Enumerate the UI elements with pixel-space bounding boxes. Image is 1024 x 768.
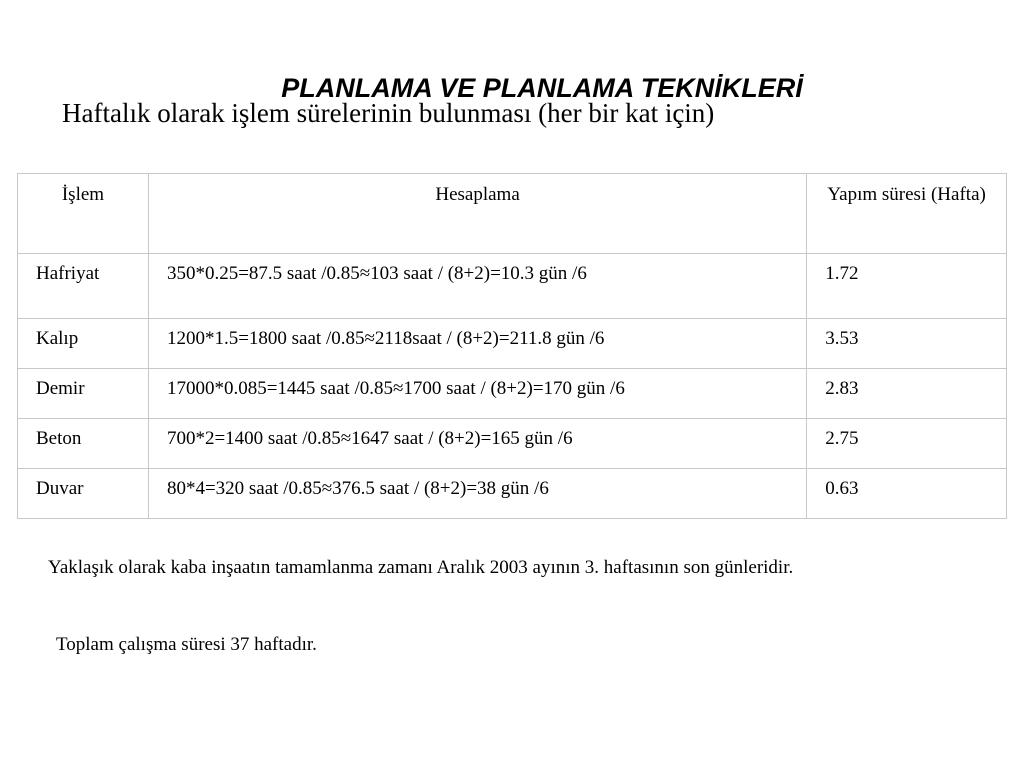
cell-calculation: 700*2=1400 saat /0.85≈1647 saat / (8+2)=165 gün /6	[148, 419, 806, 469]
header-islem: İşlem	[18, 174, 149, 254]
table-row	[18, 254, 1007, 319]
cell-calculation: 17000*0.085=1445 saat /0.85≈1700 saat / (8+2)=170 gün /6	[148, 369, 806, 419]
table-header-row	[18, 174, 1007, 254]
completion-note: Yaklaşık olarak kaba inşaatın tamamlanma zamanı Aralık 2003 ayının 3. haftasının son günleridir.	[48, 557, 794, 578]
cell-activity: Duvar	[18, 469, 149, 519]
cell-duration: 1.72	[807, 254, 1007, 319]
slide-title: PLANLAMA VE PLANLAMA TEKNİKLERİ	[281, 73, 803, 103]
cell-calculation: 350*0.25=87.5 saat /0.85≈103 saat / (8+2)=10.3 gün /6	[148, 254, 806, 319]
duration-table	[17, 173, 1007, 519]
cell-activity: Kalıp	[18, 319, 149, 369]
header-hesaplama: Hesaplama	[148, 174, 806, 254]
cell-duration: 2.83	[807, 369, 1007, 419]
slide-subtitle: Haftalık olarak işlem sürelerinin bulunması (her bir kat için)	[62, 98, 715, 128]
cell-duration: 3.53	[807, 319, 1007, 369]
table-row	[18, 419, 1007, 469]
cell-calculation: 80*4=320 saat /0.85≈376.5 saat / (8+2)=38 gün /6	[148, 469, 806, 519]
cell-activity: Beton	[18, 419, 149, 469]
table-row	[18, 319, 1007, 369]
table-row	[18, 369, 1007, 419]
cell-activity: Demir	[18, 369, 149, 419]
total-duration-note: Toplam çalışma süresi 37 haftadır.	[56, 634, 317, 655]
cell-duration: 0.63	[807, 469, 1007, 519]
cell-duration: 2.75	[807, 419, 1007, 469]
table-row	[18, 469, 1007, 519]
cell-activity: Hafriyat	[18, 254, 149, 319]
cell-calculation: 1200*1.5=1800 saat /0.85≈2118saat / (8+2)=211.8 gün /6	[148, 319, 806, 369]
header-yapim-suresi: Yapım süresi (Hafta)	[807, 174, 1007, 254]
